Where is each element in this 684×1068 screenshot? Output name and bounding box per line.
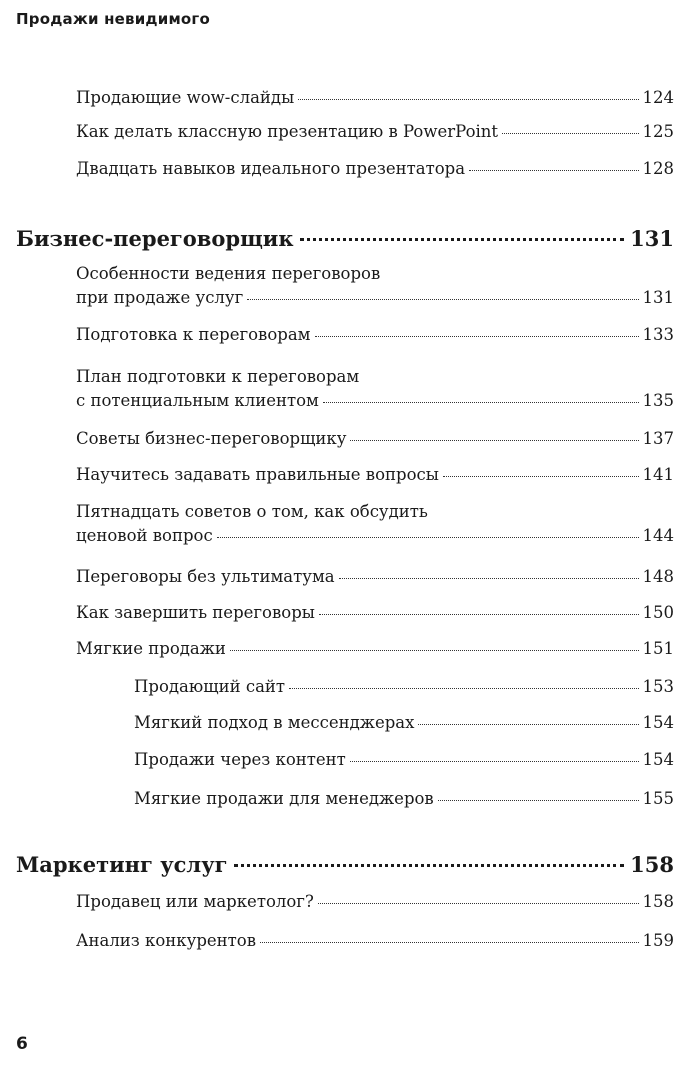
toc-entry xyxy=(76,601,674,625)
dot-leader xyxy=(230,650,639,651)
dot-leader xyxy=(438,800,639,801)
dot-leader xyxy=(260,942,639,943)
dot-leader xyxy=(289,688,638,689)
toc-entry-page: 131 xyxy=(642,288,674,307)
toc-chapter-page: 158 xyxy=(630,852,674,877)
toc-entry-title: Двадцать навыков идеального презентатора xyxy=(76,159,466,178)
toc-entry xyxy=(76,565,674,589)
dot-leader xyxy=(350,440,638,441)
toc-subentry xyxy=(134,711,674,735)
toc-entry xyxy=(76,637,674,661)
toc-entry-title-line2: с потенциальным клиентом xyxy=(76,391,319,410)
toc-entry xyxy=(76,365,674,413)
toc-subentry-page: 155 xyxy=(642,789,674,808)
toc-entry-title-line1: Пятнадцать советов о том, как обсудить xyxy=(76,502,428,521)
toc-entry xyxy=(76,120,674,144)
dot-leader xyxy=(247,299,638,300)
toc-entry-page: 141 xyxy=(642,465,674,484)
page-number: 6 xyxy=(16,1034,28,1054)
toc-entry-title: Переговоры без ультиматума xyxy=(76,567,335,586)
toc-subentry-title: Мягкий подход в мессенджерах xyxy=(134,713,415,732)
toc-entry-title: Как делать классную презентацию в PowerPoint xyxy=(76,122,499,141)
toc-entry-page: 135 xyxy=(642,391,674,410)
dot-leader xyxy=(318,903,639,904)
toc-entry xyxy=(76,500,674,548)
toc-chapter-page: 131 xyxy=(630,226,674,251)
toc-entry-title-line2: ценовой вопрос xyxy=(76,526,213,545)
dot-leader xyxy=(443,476,639,477)
toc-entry-page: 133 xyxy=(642,325,674,344)
toc-entry-title: Продавец или маркетолог? xyxy=(76,892,314,911)
toc-subentry-title: Мягкие продажи для менеджеров xyxy=(134,789,434,808)
dot-leader xyxy=(418,724,638,725)
toc-chapter-title: Бизнес-переговорщик xyxy=(16,226,294,251)
dot-leader xyxy=(339,578,639,579)
toc-entry-title-line1: План подготовки к переговорам xyxy=(76,367,360,386)
toc-entry-title: Подготовка к переговорам xyxy=(76,325,311,344)
toc-entry-title-line2: при продаже услуг xyxy=(76,288,244,307)
toc-entry-page: 124 xyxy=(642,88,674,107)
toc-subentry xyxy=(134,748,674,772)
dot-leader xyxy=(298,99,638,100)
toc-chapter xyxy=(16,852,674,878)
dot-leader xyxy=(323,402,639,403)
toc-entry-page: 159 xyxy=(642,931,674,950)
dot-leader xyxy=(300,238,625,241)
toc-entry-title: Анализ конкурентов xyxy=(76,931,256,950)
dot-leader xyxy=(234,864,625,867)
toc-entry-title: Научитесь задавать правильные вопросы xyxy=(76,465,439,484)
toc-subentry-page: 153 xyxy=(642,677,674,696)
toc-entry-page: 148 xyxy=(642,567,674,586)
dot-leader xyxy=(217,537,639,538)
toc-entry-title-line1: Особенности ведения переговоров xyxy=(76,264,381,283)
dot-leader xyxy=(319,614,639,615)
running-title: Продажи невидимого xyxy=(16,10,210,28)
dot-leader xyxy=(469,170,638,171)
toc-entry-page: 151 xyxy=(642,639,674,658)
toc-entry xyxy=(76,890,674,914)
toc-entry-page: 150 xyxy=(642,603,674,622)
toc-entry-title: Как завершить переговоры xyxy=(76,603,315,622)
toc-entry-page: 128 xyxy=(642,159,674,178)
toc-entry xyxy=(76,86,674,110)
toc-chapter xyxy=(16,226,674,252)
toc-subentry-page: 154 xyxy=(642,750,674,769)
toc-entry-title: Продающие wow-слайды xyxy=(76,88,295,107)
toc-subentry xyxy=(134,787,674,811)
toc-subentry-page: 154 xyxy=(642,713,674,732)
dot-leader xyxy=(315,336,639,337)
toc-entry xyxy=(76,262,674,310)
toc-entry xyxy=(76,463,674,487)
toc-subentry-title: Продажи через контент xyxy=(134,750,346,769)
toc-entry xyxy=(76,157,674,181)
toc-entry-title: Советы бизнес-переговорщику xyxy=(76,429,347,448)
toc-entry-page: 125 xyxy=(642,122,674,141)
toc-entry xyxy=(76,929,674,953)
toc-entry-page: 137 xyxy=(642,429,674,448)
toc-entry-title: Мягкие продажи xyxy=(76,639,226,658)
toc-subentry-title: Продающий сайт xyxy=(134,677,286,696)
toc-chapter-title: Маркетинг услуг xyxy=(16,852,228,877)
toc-entry-page: 144 xyxy=(642,526,674,545)
toc-entry-page: 158 xyxy=(642,892,674,911)
toc-entry xyxy=(76,323,674,347)
dot-leader xyxy=(350,761,639,762)
toc-subentry xyxy=(134,675,674,699)
dot-leader xyxy=(502,133,638,134)
toc-entry xyxy=(76,427,674,451)
